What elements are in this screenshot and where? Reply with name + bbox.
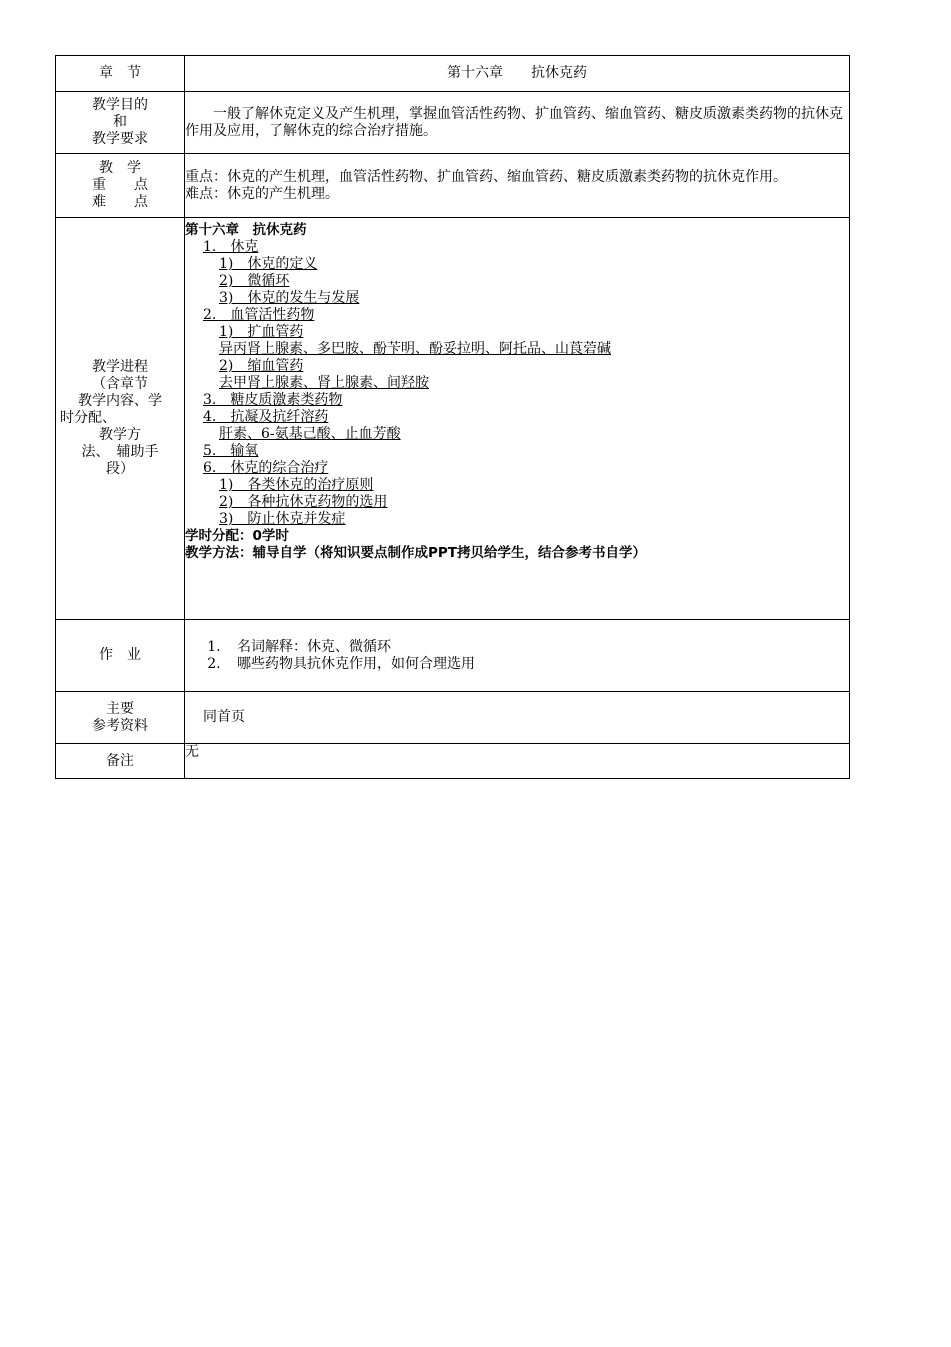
outline-list [185, 239, 849, 528]
outline-item: 1. 休克 [203, 239, 259, 255]
list-item: 1. 名词解释：休克、微循环 [225, 639, 849, 656]
homework-value [185, 620, 850, 692]
outline-item: 6. 休克的综合治疗 [203, 460, 329, 476]
outline-item: 3) 休克的发生与发展 [219, 290, 360, 306]
outline-item: 2) 各种抗休克药物的选用 [219, 494, 388, 510]
outline-item: 1) 各类休克的治疗原则 [219, 477, 374, 493]
teaching-plan-table [55, 55, 850, 779]
keypoints-label: 教 学 重 点 难 点 [56, 154, 185, 218]
teaching-method: 教学方法：辅导自学（将知识要点制作成PPT拷贝给学生，结合参考书自学） [185, 545, 646, 561]
remarks-value: 无 [185, 744, 850, 779]
outline-item: 2. 血管活性药物 [203, 307, 315, 323]
outline-item: 4. 抗凝及抗纤溶药 [203, 409, 329, 425]
chapter-value: 第十六章 抗休克药 [185, 56, 850, 92]
outline-item: 3) 防止休克并发症 [219, 511, 346, 527]
process-title: 第十六章 抗休克药 [185, 222, 307, 238]
difficult-points-text: 难点：休克的产生机理。 [185, 185, 339, 202]
outline-item: 3. 糖皮质激素类药物 [203, 392, 343, 408]
objectives-label: 教学目的 和 教学要求 [56, 92, 185, 154]
keypoints-value [185, 154, 850, 218]
outline-item: 去甲肾上腺素、肾上腺素、间羟胺 [219, 375, 429, 391]
outline-item: 2) 微循环 [219, 273, 290, 289]
references-value: 同首页 [185, 692, 850, 744]
process-row [56, 218, 850, 620]
hours-allocation: 学时分配：0学时 [185, 528, 289, 544]
outline-item: 异丙肾上腺素、多巴胺、酚苄明、酚妥拉明、阿托品、山莨菪碱 [219, 341, 611, 357]
key-points-text: 重点：休克的产生机理，血管活性药物、扩血管药、缩血管药、糖皮质激素类药物的抗休克作用。 [185, 168, 787, 185]
homework-list [185, 639, 849, 673]
objectives-row [56, 92, 850, 154]
objectives-value: 一般了解休克定义及产生机理，掌握血管活性药物、扩血管药、缩血管药、糖皮质激素类药物的抗休克作用及应用，了解休克的综合治疗措施。 [185, 92, 850, 154]
outline-item: 1) 休克的定义 [219, 256, 318, 272]
outline-item: 5. 输氧 [203, 443, 259, 459]
references-label: 主要 参考资料 [56, 692, 185, 744]
remarks-row [56, 744, 850, 779]
homework-label: 作 业 [56, 620, 185, 692]
references-row [56, 692, 850, 744]
list-item: 2. 哪些药物具抗休克作用，如何合理选用 [225, 656, 849, 673]
outline-item: 2) 缩血管药 [219, 358, 304, 374]
homework-row [56, 620, 850, 692]
process-label: 教学进程 （含章节 教学内容、学 时分配、 教学方 法、 辅助手 段） [56, 218, 185, 620]
remarks-label: 备注 [56, 744, 185, 779]
keypoints-row [56, 154, 850, 218]
process-value [185, 218, 850, 620]
chapter-row [56, 56, 850, 92]
outline-item: 1) 扩血管药 [219, 324, 304, 340]
chapter-label: 章 节 [56, 56, 185, 92]
outline-item: 肝素、6-氨基己酸、止血芳酸 [219, 426, 401, 442]
